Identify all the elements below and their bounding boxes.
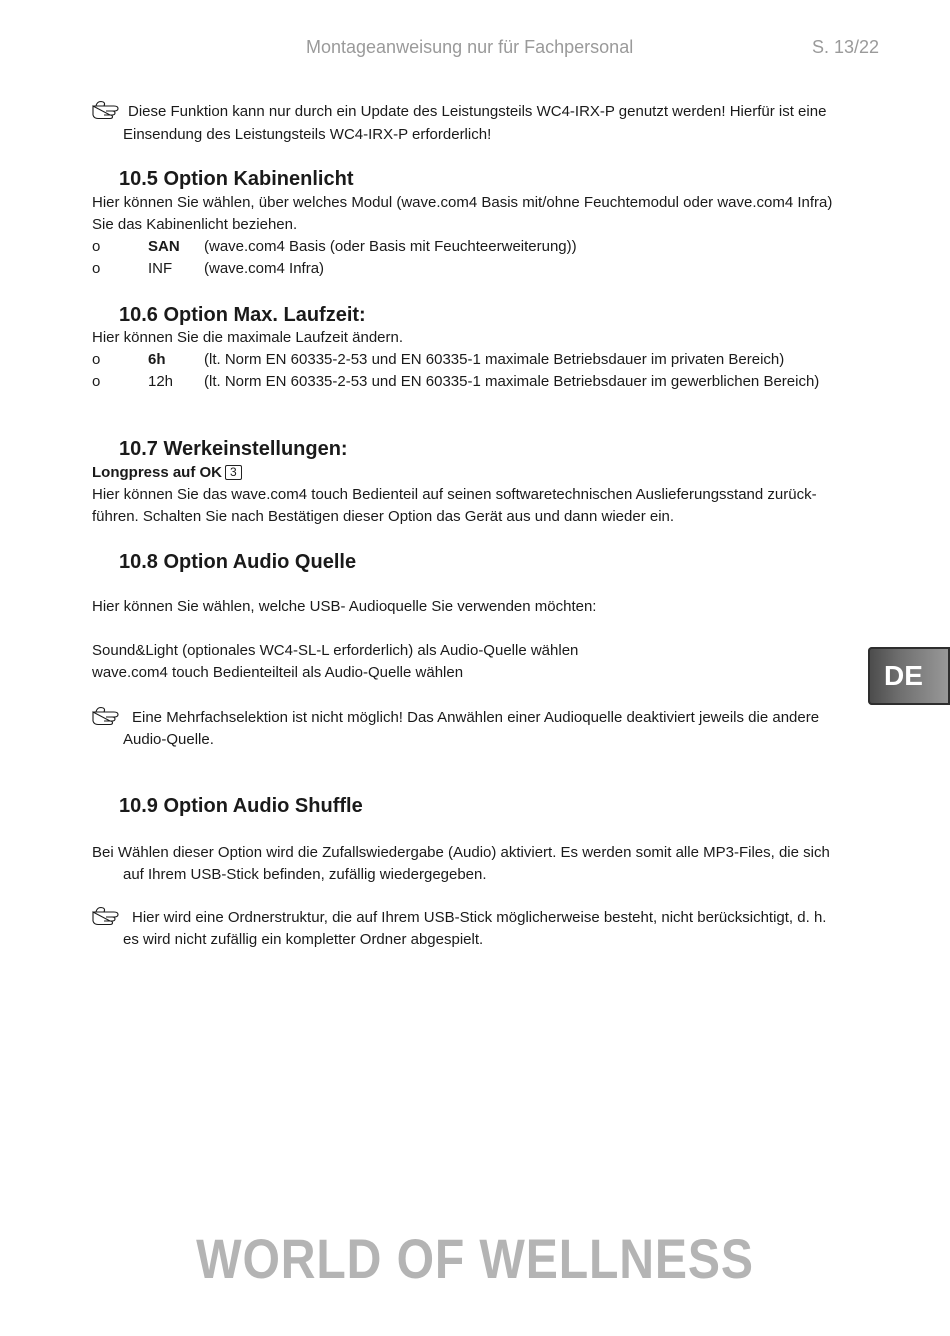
list-bullet: o bbox=[92, 260, 101, 277]
audio-option-sound-light: Sound&Light (optionales WC4-SL-L erforderlich) als Audio-Quelle wählen bbox=[92, 642, 579, 659]
option-12h-key: 12h bbox=[148, 373, 174, 390]
audio-option-touch: wave.com4 touch Bedienteilteil als Audio-Quelle wählen bbox=[92, 664, 464, 681]
audio-note-line2: Audio-Quelle. bbox=[123, 731, 214, 748]
option-6h-desc: (lt. Norm EN 60335-2-53 und EN 60335-1 maximale Betriebsdauer im privaten Bereich) bbox=[204, 351, 785, 368]
option-inf-desc: (wave.com4 Infra) bbox=[204, 260, 325, 277]
option-12h-desc: (lt. Norm EN 60335-2-53 und EN 60335-1 maximale Betriebsdauer im gewerblichen Bereich) bbox=[204, 373, 820, 390]
section-10-7-heading: 10.7 Werkeinstellungen: bbox=[119, 438, 348, 460]
pointing-hand-icon bbox=[92, 906, 126, 926]
section-10-8-text: Hier können Sie wählen, welche USB- Audioquelle Sie verwenden möchten: bbox=[92, 598, 597, 615]
pointing-hand-icon bbox=[92, 100, 126, 120]
shuffle-note-line2: es wird nicht zufällig ein kompletter Ordner abgespielt. bbox=[123, 931, 484, 948]
section-10-9-text-line2: auf Ihrem USB-Stick befinden, zufällig wiedergegeben. bbox=[123, 866, 487, 883]
language-tab-label: DE bbox=[884, 660, 923, 691]
section-10-5-heading: 10.5 Option Kabinenlicht bbox=[119, 168, 354, 190]
section-10-7-text-line1: Hier können Sie das wave.com4 touch Bedienteil auf seinen softwaretechnischen Auslieferungsstand zurück- bbox=[92, 486, 817, 503]
header-title: Montageanweisung nur für Fachpersonal bbox=[306, 37, 634, 57]
language-tab-de bbox=[868, 647, 950, 705]
longpress-instruction bbox=[92, 462, 242, 484]
shuffle-note-line1: Hier wird eine Ordnerstruktur, die auf Ihrem USB-Stick möglicherweise besteht, nicht berücksichtigt, d. h. bbox=[132, 909, 827, 926]
section-10-8-heading: 10.8 Option Audio Quelle bbox=[119, 551, 357, 573]
section-10-7-text-line2: führen. Schalten Sie nach Bestätigen dieser Option das Gerät aus und dann wieder ein. bbox=[92, 508, 675, 525]
pointing-hand-icon bbox=[92, 706, 126, 726]
option-san-key: SAN bbox=[148, 238, 180, 255]
key-3-box: 3 bbox=[225, 465, 242, 480]
longpress-label: Longpress auf OK bbox=[92, 464, 223, 481]
list-bullet: o bbox=[92, 373, 101, 390]
section-10-5-text-line2: Sie das Kabinenlicht beziehen. bbox=[92, 216, 298, 233]
list-bullet: o bbox=[92, 238, 101, 255]
list-bullet: o bbox=[92, 351, 101, 368]
option-inf-key: INF bbox=[148, 260, 173, 277]
page-number: S. 13/22 bbox=[812, 37, 880, 57]
footer-brand: WORLD OF WELLNESS bbox=[196, 1227, 754, 1290]
section-10-6-heading: 10.6 Option Max. Laufzeit: bbox=[119, 304, 366, 326]
section-10-9-heading: 10.9 Option Audio Shuffle bbox=[119, 795, 363, 817]
option-san-desc: (wave.com4 Basis (oder Basis mit Feuchteerweiterung)) bbox=[204, 238, 577, 255]
section-10-6-text: Hier können Sie die maximale Laufzeit ändern. bbox=[92, 329, 404, 346]
audio-note-line1: Eine Mehrfachselektion ist nicht möglich! Das Anwählen einer Audioquelle deaktiviert jeweils die andere bbox=[132, 709, 820, 726]
section-10-9-text-line1: Bei Wählen dieser Option wird die Zufallswiedergabe (Audio) aktiviert. Es werden somit alle MP3-Files, die sich bbox=[92, 844, 830, 861]
option-6h-key: 6h bbox=[148, 351, 166, 368]
note-update-line2: Einsendung des Leistungsteils WC4-IRX-P erforderlich! bbox=[123, 126, 492, 143]
section-10-5-text-line1: Hier können Sie wählen, über welches Modul (wave.com4 Basis mit/ohne Feuchtemodul oder wave.com4 Infra) bbox=[92, 194, 833, 211]
note-update-line1: Diese Funktion kann nur durch ein Update des Leistungsteils WC4-IRX-P genutzt werden! Hierfür ist eine bbox=[128, 103, 827, 120]
